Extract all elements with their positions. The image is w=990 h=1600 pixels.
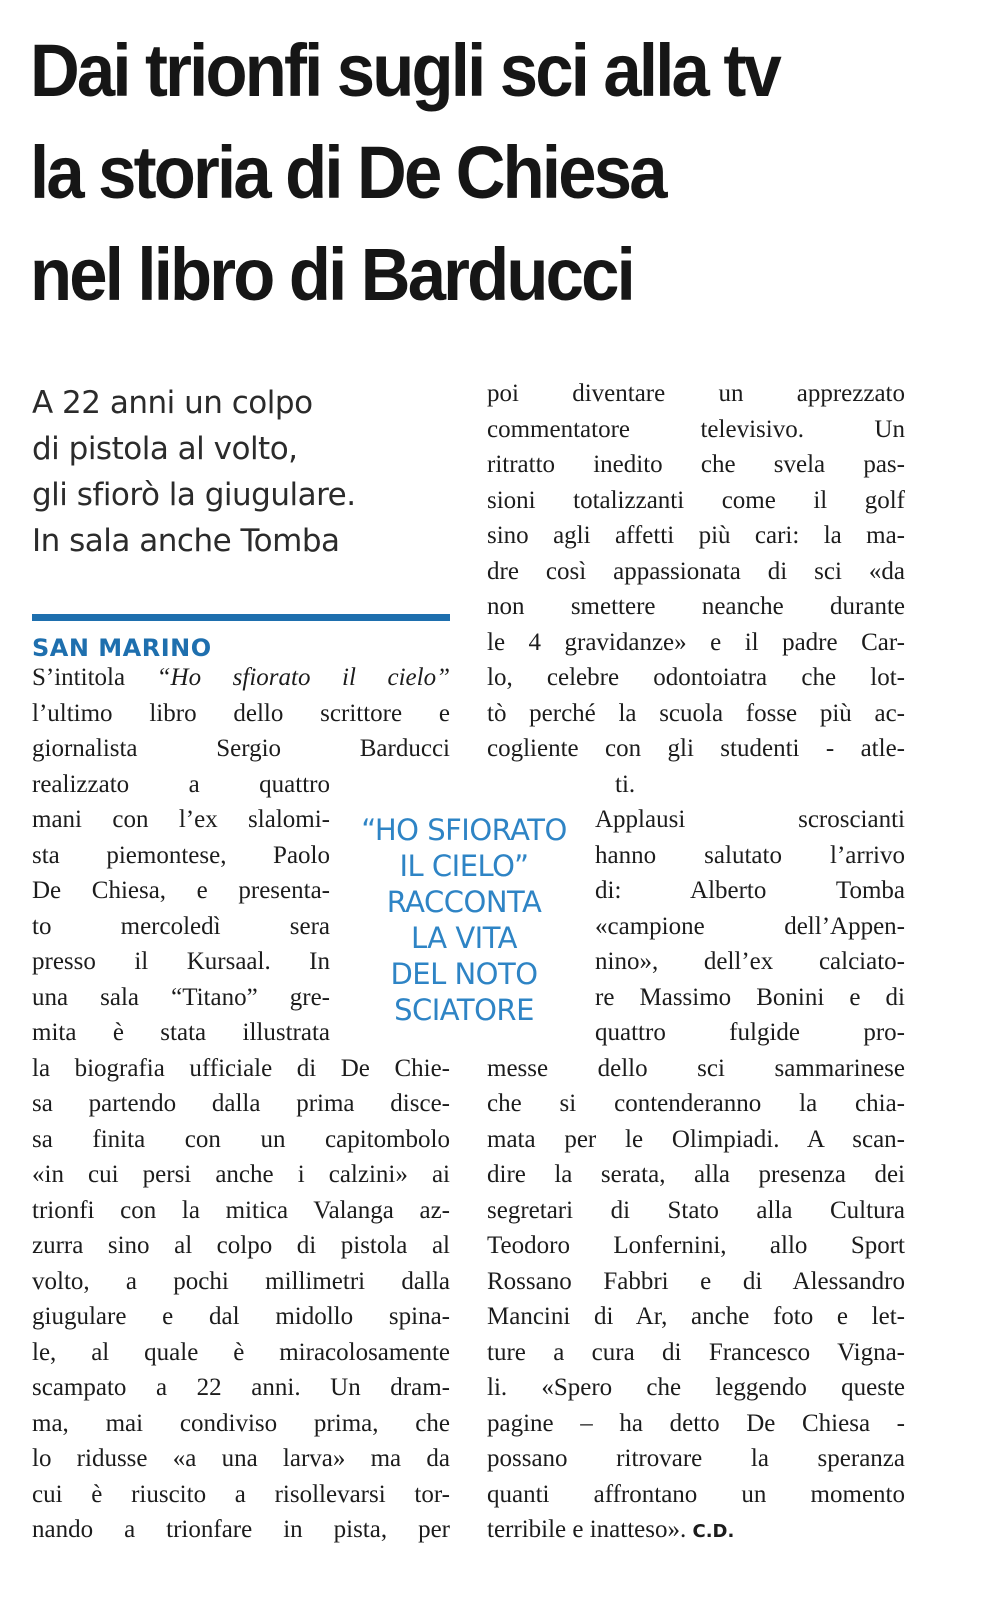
text-line: quattro fulgide pro- <box>595 1019 905 1046</box>
text-line: Teodoro Lonfernini, allo Sport <box>487 1232 905 1259</box>
text-line: presso il Kursaal. In <box>32 948 330 975</box>
text-line: De Chiesa, e presenta- <box>32 877 330 904</box>
subtitle-line: gli sfiorò la giugulare. <box>32 477 356 513</box>
pull-quote-line: SCIATORE <box>394 993 534 1027</box>
book-title: “Ho sfiorato il cielo” <box>156 664 450 691</box>
text-line: ritratto inedito che svela pas- <box>487 451 905 478</box>
text-line: realizzato a quattro <box>32 770 330 798</box>
subtitle <box>32 380 462 564</box>
text-line: poi diventare un apprezzato <box>487 380 905 407</box>
text-line: zurra sino al colpo di pistola al <box>32 1232 450 1259</box>
text-line: sino agli affetti più cari: la ma- <box>487 522 905 549</box>
text-line: cogliente con gli studenti - atle- <box>487 735 905 762</box>
text-line: Rossano Fabbri e di Alessandro <box>487 1267 905 1295</box>
text-line: quanti affrontano un momento <box>487 1480 905 1508</box>
text-line: to mercoledì sera <box>32 912 330 940</box>
text-line: tò perché la scuola fosse più ac- <box>487 699 905 727</box>
text-line: dire la serata, alla presenza dei <box>487 1161 905 1188</box>
text-line: sa finita con un capitombolo <box>32 1125 450 1153</box>
text-line: messe dello sci sammarinese <box>487 1054 905 1082</box>
text-line: trionfi con la mitica Valanga az- <box>32 1196 450 1224</box>
text-line: che si contenderanno la chia- <box>487 1090 905 1117</box>
text-line: dre così appassionata di sci «da <box>487 557 905 585</box>
text-line: ma, mai condiviso prima, che <box>32 1409 450 1437</box>
text-line: mata per le Olimpiadi. A scan- <box>487 1125 905 1153</box>
headline-line: la storia di De Chiesa <box>30 131 665 214</box>
pull-quote-line: “HO SFIORATO <box>361 813 567 847</box>
article-column-2 <box>487 376 905 1548</box>
text-line: la biografia ufficiale di De Chie- <box>32 1054 450 1082</box>
text-line: le, al quale è miracolosamente <box>32 1338 450 1366</box>
text-line: Applausi scroscianti <box>595 806 905 833</box>
text-line: nando a trionfare in pista, per <box>32 1516 450 1543</box>
text-line: possano ritrovare la speranza <box>487 1445 905 1472</box>
subtitle-line: di pistola al volto, <box>32 431 298 467</box>
text-line: nino», dell’ex calciato- <box>595 948 905 975</box>
text-line: mani con l’ex slalomi- <box>32 806 330 833</box>
text-line: le 4 gravidanze» e il padre Car- <box>487 628 905 656</box>
pull-quote-line: LA VITA <box>410 921 518 955</box>
text-line: li. «Spero che leggendo queste <box>487 1374 905 1401</box>
headline-line: Dai trionfi sugli sci alla tv <box>30 29 779 112</box>
text-line: re Massimo Bonini e di <box>595 983 905 1011</box>
text-line <box>487 1512 905 1548</box>
text-line: commentatore televisivo. Un <box>487 415 905 443</box>
closing-text: terribile e inatteso». <box>487 1516 687 1543</box>
author-signature: C.D. <box>692 1521 735 1542</box>
text-line: hanno salutato l’arrivo <box>595 841 905 869</box>
text-line: scampato a 22 anni. Un dram- <box>32 1374 450 1401</box>
subtitle-line: A 22 anni un colpo <box>32 385 313 421</box>
pull-quote-line: RACCONTA <box>386 885 542 919</box>
text-prefix: S’intitola <box>32 664 157 691</box>
article-column-1 <box>32 660 450 1548</box>
pull-quote-line: DEL NOTO <box>390 957 538 991</box>
text-line: mita è stata illustrata <box>32 1019 330 1046</box>
subtitle-line: In sala anche Tomba <box>32 523 340 559</box>
text-line: lo ridusse «a una larva» ma da <box>32 1445 450 1472</box>
text-line: sa partendo dalla prima disce- <box>32 1090 450 1117</box>
text-line: di: Alberto Tomba <box>595 877 905 904</box>
text-line <box>32 660 450 696</box>
text-line: ture a cura di Francesco Vigna- <box>487 1338 905 1366</box>
kicker-location: SAN MARINO <box>32 634 212 662</box>
text-line: pagine – ha detto De Chiesa - <box>487 1409 905 1437</box>
text-line: volto, a pochi millimetri dalla <box>32 1267 450 1295</box>
text-line: «campione dell’Appen- <box>595 912 905 940</box>
text-line: l’ultimo libro dello scrittore e <box>32 699 450 727</box>
pull-quote-line: IL CIELO” <box>399 849 529 883</box>
text-line: «in cui persi anche i calzini» ai <box>32 1161 450 1188</box>
text-line: ti. <box>615 770 636 798</box>
text-line: sioni totalizzanti come il golf <box>487 486 905 514</box>
text-line: giornalista Sergio Barducci <box>32 735 450 762</box>
text-line: lo, celebre odontoiatra che lot- <box>487 664 905 691</box>
text-line: non smettere neanche durante <box>487 593 905 620</box>
headline <box>30 20 904 326</box>
text-line: sta piemontese, Paolo <box>32 841 330 869</box>
text-line: cui è riuscito a risollevarsi tor- <box>32 1480 450 1508</box>
text-line: giugulare e dal midollo spina- <box>32 1303 450 1330</box>
text-line: Mancini di Ar, anche foto e let- <box>487 1303 905 1330</box>
text-line: una sala “Titano” gre- <box>32 983 330 1011</box>
text-line: segretari di Stato alla Cultura <box>487 1196 905 1224</box>
headline-line: nel libro di Barducci <box>30 233 633 316</box>
divider-rule <box>32 614 450 621</box>
